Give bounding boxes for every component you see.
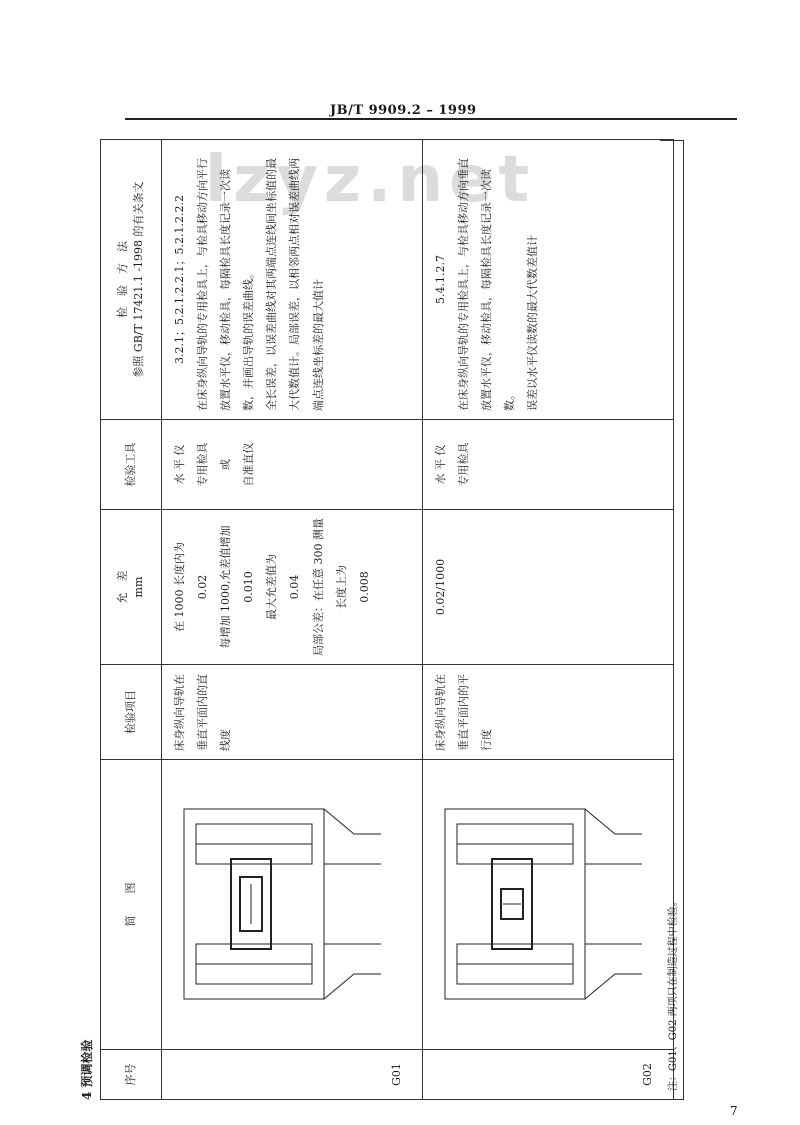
- inspection-table: [100, 139, 674, 1100]
- rotated-table-region: [80, 140, 685, 1100]
- col-diagram: 简 图: [101, 760, 162, 1050]
- tolerance-line: 0.010: [242, 571, 256, 603]
- tool-line: 自准直仪: [242, 442, 256, 487]
- g01-diagram: [176, 790, 386, 1020]
- section-title: 4 预调检验: [80, 1039, 94, 1100]
- tool-line: 或: [219, 459, 233, 470]
- method-ref: 5.4.1.2.7: [434, 255, 447, 304]
- method-ref: 3.2.1；5.2.1.2.2.1；5.2.1.2.2.2: [173, 195, 186, 364]
- row-tools: [162, 420, 423, 510]
- tool-line: 水 平 仪: [173, 444, 186, 485]
- tool-line: 专用检具: [196, 442, 210, 487]
- row-item: 床身纵向导轨在垂直平面内的平行度: [423, 665, 674, 760]
- col-tolerance-label: 允 差: [115, 570, 129, 604]
- col-method-ref: 参照 GB/T 17421.1 -1998 的有关条文: [132, 181, 145, 378]
- table-row: [162, 140, 423, 1100]
- row-item: 床身纵向导轨在垂直平面内的直线度: [162, 665, 423, 760]
- g02-diagram: [437, 790, 647, 1020]
- col-item: 检验项目: [101, 665, 162, 760]
- tolerance-line: 0.008: [357, 571, 371, 603]
- tool-line: 水 平 仪: [434, 444, 447, 485]
- col-method-label: 检 验 方 法: [115, 241, 129, 318]
- tolerance-line: 最大允差值为: [265, 554, 279, 620]
- col-tolerance: [101, 510, 162, 665]
- table-note: 注：G01、G02 两项只在制造过程中检验。: [660, 140, 684, 1100]
- tolerance-line: 0.02/1000: [434, 558, 447, 616]
- method-line: 误差以水平仪读数的最大代数差值计: [526, 235, 540, 411]
- row-method: [162, 140, 423, 420]
- row-diagram: [423, 760, 674, 1050]
- method-line: 全长误差，以误差曲线对其两端点连线间坐标值的最大代数值计。局部误差，以相邻两点相对误差曲线两端点连线坐标差的最大值计: [265, 158, 325, 411]
- standard-code: JB/T 9909.2 – 1999: [330, 103, 477, 118]
- row-tolerance: [162, 510, 423, 665]
- tolerance-line: 每增加 1000,允差值增加: [219, 525, 233, 649]
- tolerance-line: 0.02: [196, 574, 210, 600]
- col-tolerance-unit: mm: [132, 576, 145, 598]
- row-seq: G02: [423, 1050, 674, 1100]
- row-seq: G01: [162, 1050, 423, 1100]
- tolerance-line: 在 1000 长度内为: [173, 542, 186, 632]
- method-line: 在床身纵向导轨的专用检具上，与检具移动方向平行放置水平仪，移动检具，每隔检具长度记录一次读数，并画出导轨的误差曲线。: [196, 158, 256, 411]
- col-tool: 检验工具: [101, 420, 162, 510]
- tolerance-line: 0.04: [288, 574, 302, 600]
- col-seq: 序号: [101, 1050, 162, 1100]
- tolerance-line: 局部公差：在任意 300 测量长度上为: [311, 518, 348, 656]
- row-method: [423, 140, 674, 420]
- header-rule: [125, 118, 737, 120]
- row-tools: [423, 420, 674, 510]
- header-row: [101, 140, 162, 1100]
- tool-line: 专用检具: [457, 442, 471, 487]
- row-diagram: [162, 760, 423, 1050]
- row-tolerance: [423, 510, 674, 665]
- col-method: [101, 140, 162, 420]
- page-number: 7: [730, 1104, 738, 1118]
- table-row: [423, 140, 674, 1100]
- watermark: lzyz.net: [205, 143, 536, 217]
- method-line: 在床身纵向导轨的专用检具上，与检具移动方向垂直放置水平仪，移动检具，每隔检具长度记录一次读数。: [457, 158, 517, 411]
